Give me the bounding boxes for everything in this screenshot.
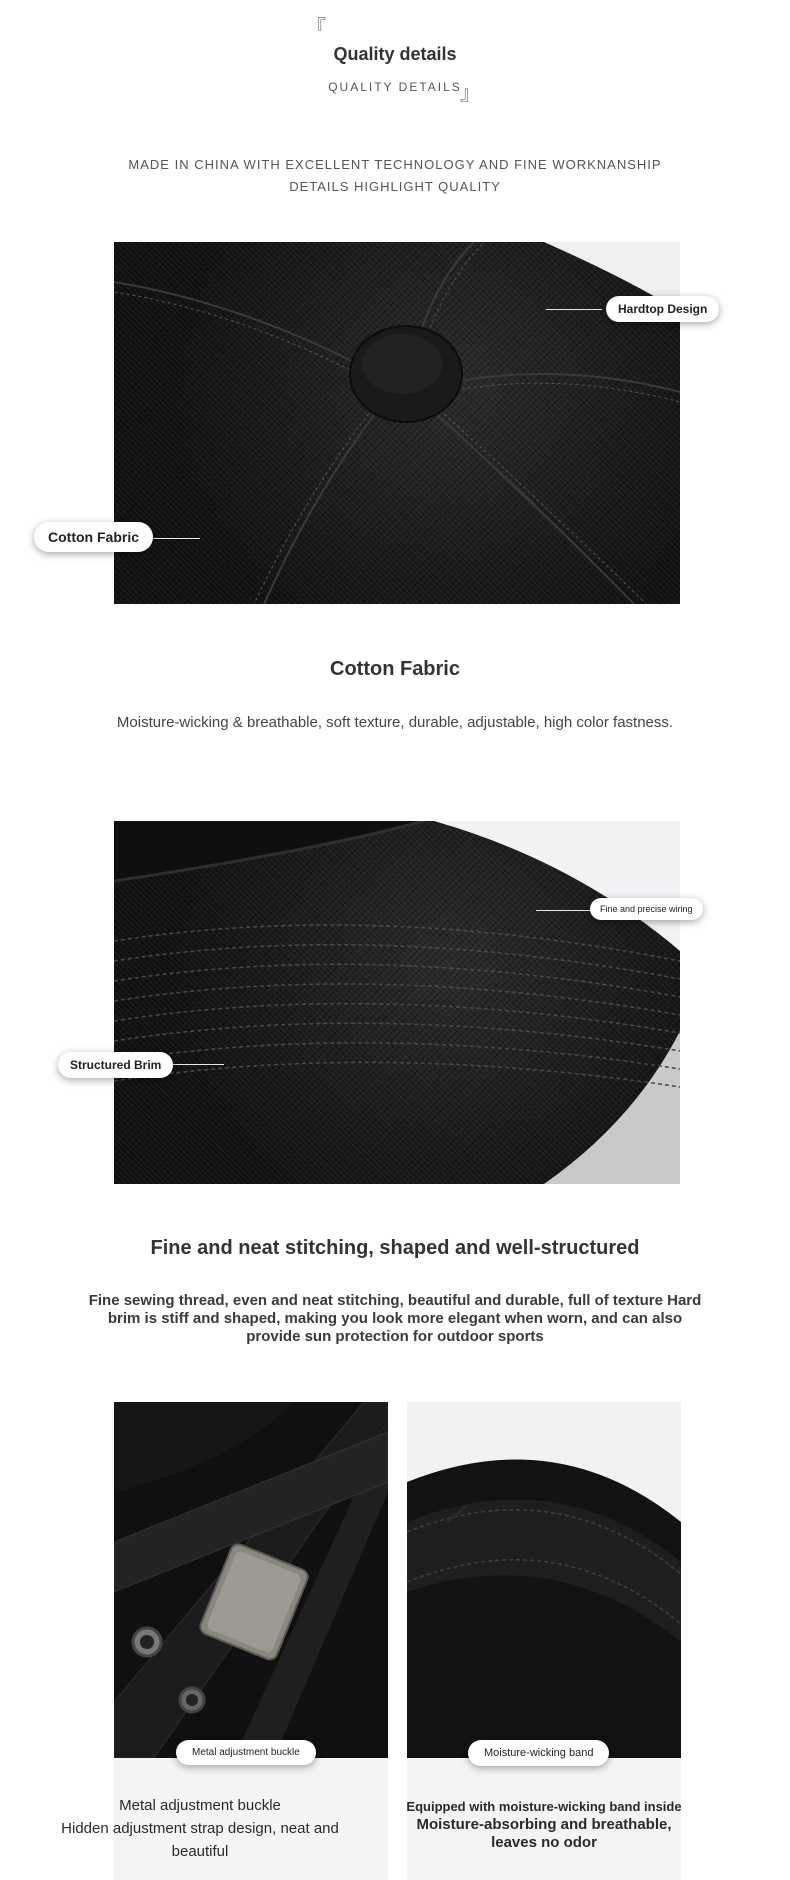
- sweatband-caption-detail-2: leaves no odor: [491, 1834, 597, 1851]
- hardtop-design-callout: Hardtop Design: [606, 296, 719, 322]
- page-subtitle: QUALITY DETAILS: [328, 80, 462, 94]
- fine-wiring-callout: Fine and precise wiring: [590, 898, 703, 920]
- close-bracket-ornament: 』: [460, 83, 480, 105]
- section-stitching-description: Fine sewing thread, even and neat stitching, beautiful and durable, full of texture Hard brim is stiff and shaped, making you look more elegant when worn, and can also provide sun protection for outdoor sports: [88, 1292, 702, 1345]
- metal-buckle-caption-detail: Hidden adjustment strap design, neat and beautiful: [61, 1820, 339, 1860]
- open-bracket-ornament: 『: [306, 17, 326, 39]
- buckle-strap-illustration: [114, 1402, 388, 1758]
- cotton-fabric-callout: Cotton Fabric: [34, 522, 153, 552]
- page-title: Quality details: [333, 44, 457, 64]
- metal-buckle-badge: Metal adjustment buckle: [176, 1740, 316, 1765]
- tagline-line-1: MADE IN CHINA WITH EXCELLENT TECHNOLOGY AND FINE WORKNANSHIP: [128, 157, 662, 172]
- sweatband-illustration: [407, 1402, 681, 1758]
- section-cotton-fabric-description: Moisture-wicking & breathable, soft texture, durable, adjustable, high color fastness.: [116, 714, 674, 731]
- wiring-leader-line: [536, 910, 592, 911]
- crown-detail-photo: [114, 242, 680, 604]
- sweatband-caption-detail-1: Moisture-absorbing and breathable,: [416, 1816, 672, 1833]
- tagline: [0, 154, 790, 198]
- sweatband-caption-title: Equipped with moisture-wicking band inside: [406, 1799, 682, 1814]
- sweatband-caption: [394, 1798, 694, 1852]
- metal-buckle-caption-title: Metal adjustment buckle: [119, 1797, 281, 1814]
- section-cotton-fabric-title: Cotton Fabric: [330, 658, 460, 680]
- brim-detail-photo: [114, 821, 680, 1184]
- structured-brim-callout: Structured Brim: [58, 1052, 173, 1078]
- metal-buckle-caption: [40, 1794, 360, 1863]
- tagline-line-2: DETAILS HIGHLIGHT QUALITY: [289, 179, 501, 194]
- section-stitching-title: Fine and neat stitching, shaped and well-structured: [150, 1237, 640, 1259]
- metal-buckle-photo: [114, 1402, 388, 1758]
- hardtop-leader-line: [546, 309, 602, 310]
- brim-stitching-illustration: [114, 821, 680, 1184]
- crown-seams-illustration: [114, 242, 680, 604]
- sweatband-photo: [407, 1402, 681, 1758]
- sweatband-badge: Moisture-wicking band: [468, 1740, 609, 1766]
